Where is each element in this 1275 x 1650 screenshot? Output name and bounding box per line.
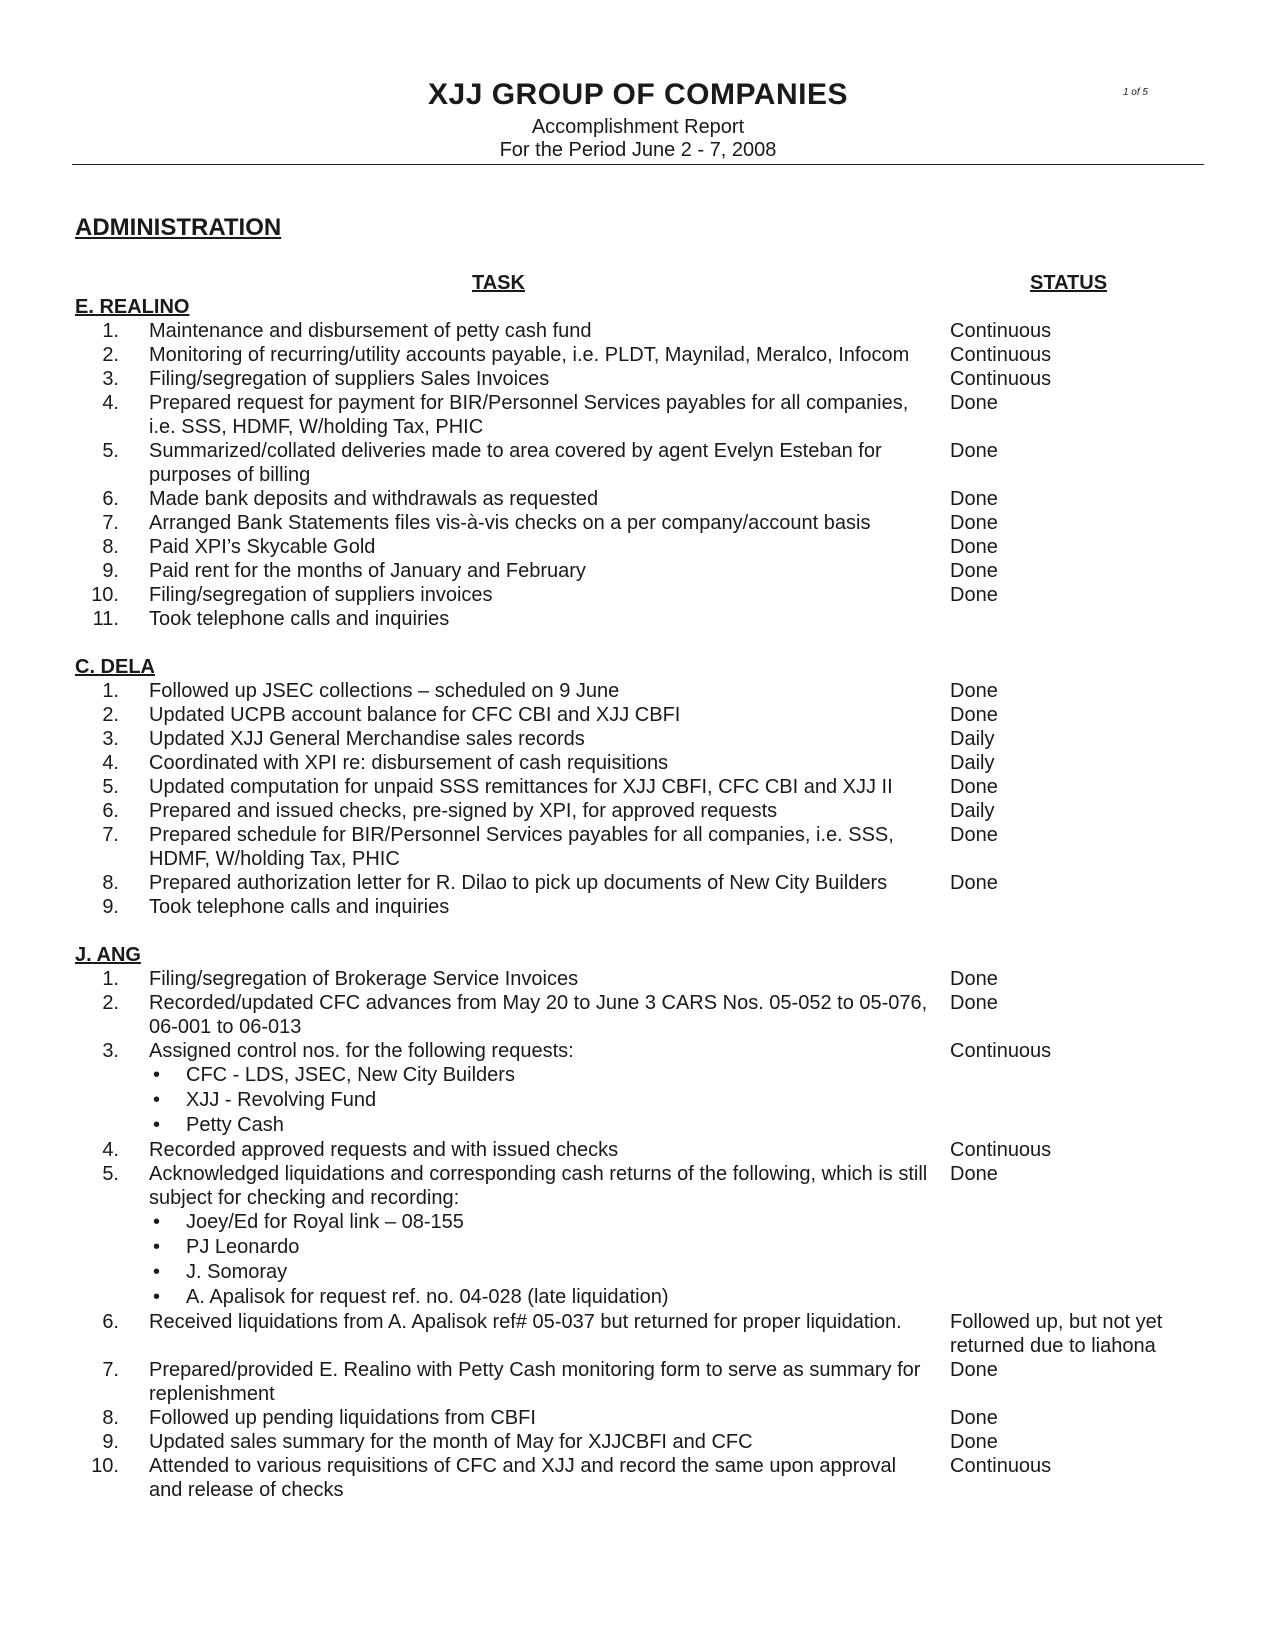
task-item bbox=[75, 511, 1205, 535]
task-bullet bbox=[149, 1235, 1205, 1260]
task-number: 8. bbox=[102, 536, 119, 558]
bullet-icon: • bbox=[153, 1286, 161, 1308]
report-period: For the Period June 2 - 7, 2008 bbox=[499, 139, 777, 161]
task-status bbox=[950, 607, 1185, 631]
task-description: Followed up pending liquidations from CBFI bbox=[149, 1407, 536, 1429]
bullet-text: XJJ - Revolving Fund bbox=[186, 1089, 377, 1111]
task-status: Done bbox=[950, 704, 998, 726]
task-number: 9. bbox=[102, 560, 119, 582]
task-item bbox=[75, 703, 1205, 727]
task-status: Done bbox=[950, 488, 998, 510]
section-title: ADMINISTRATION bbox=[75, 214, 282, 241]
task-status: Done bbox=[950, 536, 998, 558]
task-item bbox=[75, 967, 1205, 991]
task-item bbox=[75, 1162, 1205, 1210]
task-number: 4. bbox=[102, 392, 119, 414]
task-number: 5. bbox=[102, 440, 119, 462]
task-status: Continuous bbox=[950, 344, 1052, 366]
bullet-icon: • bbox=[153, 1089, 161, 1111]
task-status: Done bbox=[950, 512, 998, 534]
task-status bbox=[950, 895, 1185, 919]
task-groups bbox=[75, 295, 1205, 1526]
task-item bbox=[75, 751, 1205, 775]
task-item bbox=[75, 895, 1205, 919]
task-number: 8. bbox=[102, 1407, 119, 1429]
task-description: Recorded/updated CFC advances from May 20 to June 3 CARS Nos. 05-052 to 05-076, 06-001 to 06-013 bbox=[149, 992, 928, 1038]
task-number: 10. bbox=[91, 584, 119, 606]
task-description: Monitoring of recurring/utility accounts payable, i.e. PLDT, Maynilad, Meralco, Infocom bbox=[149, 344, 910, 366]
bullet-icon: • bbox=[153, 1064, 161, 1086]
task-description: Updated UCPB account balance for CFC CBI and XJJ CBFI bbox=[149, 704, 681, 726]
task-number: 5. bbox=[102, 1163, 119, 1185]
task-item bbox=[75, 679, 1205, 703]
task-item bbox=[75, 991, 1205, 1039]
task-status: Done bbox=[950, 1359, 998, 1381]
task-description: Arranged Bank Statements files vis-à-vis checks on a per company/account basis bbox=[149, 512, 871, 534]
task-status: Done bbox=[950, 872, 998, 894]
task-number: 6. bbox=[102, 800, 119, 822]
task-item bbox=[75, 1430, 1205, 1454]
task-item bbox=[75, 1138, 1205, 1162]
task-item bbox=[75, 871, 1205, 895]
task-item bbox=[75, 1454, 1205, 1502]
task-item bbox=[75, 391, 1205, 439]
task-description: Attended to various requisitions of CFC and XJJ and record the same upon approval and release of checks bbox=[149, 1455, 897, 1501]
task-description: Paid XPI’s Skycable Gold bbox=[149, 536, 376, 558]
task-item bbox=[75, 535, 1205, 559]
task-number: 1. bbox=[102, 680, 119, 702]
task-status: Done bbox=[950, 776, 998, 798]
task-number: 6. bbox=[102, 488, 119, 510]
task-status: Daily bbox=[950, 752, 995, 774]
staff-group bbox=[75, 295, 1205, 631]
task-description: Prepared schedule for BIR/Personnel Services payables for all companies, i.e. SSS, HDMF, W/holding Tax, PHIC bbox=[149, 824, 894, 870]
task-status: Done bbox=[950, 1163, 998, 1185]
task-number: 3. bbox=[102, 1040, 119, 1062]
task-number: 7. bbox=[102, 824, 119, 846]
task-number: 1. bbox=[102, 320, 119, 342]
task-description: Coordinated with XPI re: disbursement of cash requisitions bbox=[149, 752, 669, 774]
task-description: Prepared and issued checks, pre-signed by XPI, for approved requests bbox=[149, 800, 778, 822]
task-bullet bbox=[149, 1063, 1205, 1088]
task-status: Done bbox=[950, 440, 998, 462]
bullet-text: CFC - LDS, JSEC, New City Builders bbox=[186, 1064, 515, 1086]
staff-group bbox=[75, 943, 1205, 1502]
task-item bbox=[75, 727, 1205, 751]
staff-group bbox=[75, 655, 1205, 919]
task-item bbox=[75, 775, 1205, 799]
report-subtitle: Accomplishment Report bbox=[531, 116, 745, 138]
task-bullet bbox=[149, 1285, 1205, 1310]
task-item bbox=[75, 1358, 1205, 1406]
page-number: 1 of 5 bbox=[1122, 87, 1148, 98]
task-status: Continuous bbox=[950, 368, 1052, 390]
task-item bbox=[75, 343, 1205, 367]
staff-name: E. REALINO bbox=[75, 296, 190, 318]
task-description: Acknowledged liquidations and corresponding cash returns of the following, which is still subject for checking and recording: bbox=[149, 1163, 928, 1209]
task-item bbox=[75, 487, 1205, 511]
task-number: 2. bbox=[102, 704, 119, 726]
task-description: Prepared authorization letter for R. Dilao to pick up documents of New City Builders bbox=[149, 872, 888, 894]
task-description: Made bank deposits and withdrawals as requested bbox=[149, 488, 599, 510]
task-status: Followed up, but not yet returned due to liahona bbox=[950, 1311, 1163, 1357]
task-number: 9. bbox=[102, 896, 119, 918]
bullet-text: Joey/Ed for Royal link – 08-155 bbox=[186, 1211, 464, 1233]
task-item bbox=[75, 583, 1205, 607]
task-number: 4. bbox=[102, 752, 119, 774]
bullet-icon: • bbox=[153, 1211, 161, 1233]
task-item bbox=[75, 367, 1205, 391]
bullet-text: PJ Leonardo bbox=[186, 1236, 300, 1258]
task-item bbox=[75, 439, 1205, 487]
task-number: 10. bbox=[91, 1455, 119, 1477]
task-bullet bbox=[149, 1210, 1205, 1235]
task-number: 2. bbox=[102, 344, 119, 366]
task-status: Continuous bbox=[950, 1040, 1052, 1062]
task-number: 6. bbox=[102, 1311, 119, 1333]
task-description: Took telephone calls and inquiries bbox=[149, 608, 450, 630]
task-column-header: TASK bbox=[472, 272, 525, 294]
task-item bbox=[75, 607, 1205, 631]
task-status: Done bbox=[950, 680, 998, 702]
status-column-header: STATUS bbox=[1030, 272, 1108, 294]
report-header bbox=[72, 78, 1204, 168]
task-status: Done bbox=[950, 1407, 998, 1429]
task-number: 2. bbox=[102, 992, 119, 1014]
task-description: Updated sales summary for the month of May for XJJCBFI and CFC bbox=[149, 1431, 753, 1453]
task-status: Daily bbox=[950, 728, 995, 750]
task-number: 7. bbox=[102, 1359, 119, 1381]
bullet-icon: • bbox=[153, 1261, 161, 1283]
task-number: 11. bbox=[92, 608, 119, 630]
bullet-text: A. Apalisok for request ref. no. 04-028 (late liquidation) bbox=[186, 1286, 669, 1308]
task-number: 3. bbox=[102, 368, 119, 390]
task-description: Filing/segregation of suppliers invoices bbox=[149, 584, 493, 606]
task-description: Filing/segregation of suppliers Sales Invoices bbox=[149, 368, 550, 390]
company-title: XJJ GROUP OF COMPANIES bbox=[428, 78, 848, 111]
staff-name: C. DELA bbox=[75, 656, 155, 678]
task-description: Took telephone calls and inquiries bbox=[149, 896, 450, 918]
task-description: Summarized/collated deliveries made to area covered by agent Evelyn Esteban for purposes of billing bbox=[149, 440, 882, 486]
bullet-text: J. Somoray bbox=[186, 1261, 288, 1283]
task-number: 7. bbox=[102, 512, 119, 534]
task-status: Done bbox=[950, 968, 998, 990]
task-description: Received liquidations from A. Apalisok ref# 05-037 but returned for proper liquidation. bbox=[149, 1311, 902, 1333]
task-description: Recorded approved requests and with issued checks bbox=[149, 1139, 619, 1161]
task-description: Prepared request for payment for BIR/Personnel Services payables for all companies, i.e. SSS, HDMF, W/holding Tax, PHIC bbox=[149, 392, 909, 438]
task-item bbox=[75, 823, 1205, 871]
task-description: Filing/segregation of Brokerage Service Invoices bbox=[149, 968, 579, 990]
task-description: Prepared/provided E. Realino with Petty Cash monitoring form to serve as summary for replenishment bbox=[149, 1359, 921, 1405]
task-description: Maintenance and disbursement of petty cash fund bbox=[149, 320, 592, 342]
task-number: 1. bbox=[102, 968, 119, 990]
task-number: 9. bbox=[102, 1431, 119, 1453]
task-bullet bbox=[149, 1113, 1205, 1138]
task-status: Continuous bbox=[950, 320, 1052, 342]
task-item bbox=[75, 1310, 1205, 1358]
task-status: Done bbox=[950, 992, 998, 1014]
task-status: Done bbox=[950, 584, 998, 606]
task-number: 8. bbox=[102, 872, 119, 894]
task-number: 4. bbox=[102, 1139, 119, 1161]
task-description: Updated computation for unpaid SSS remittances for XJJ CBFI, CFC CBI and XJJ II bbox=[149, 776, 893, 798]
task-status: Continuous bbox=[950, 1455, 1052, 1477]
task-item bbox=[75, 1039, 1205, 1063]
bullet-icon: • bbox=[153, 1236, 161, 1258]
task-item bbox=[75, 559, 1205, 583]
task-description: Updated XJJ General Merchandise sales records bbox=[149, 728, 585, 750]
task-bullet bbox=[149, 1260, 1205, 1285]
bullet-icon: • bbox=[153, 1114, 161, 1136]
task-status: Done bbox=[950, 824, 998, 846]
header-divider bbox=[72, 164, 1204, 165]
task-description: Paid rent for the months of January and February bbox=[149, 560, 586, 582]
task-number: 5. bbox=[102, 776, 119, 798]
task-status: Done bbox=[950, 560, 998, 582]
task-status: Done bbox=[950, 1431, 998, 1453]
task-item bbox=[75, 1406, 1205, 1430]
staff-name: J. ANG bbox=[75, 944, 141, 966]
task-item bbox=[75, 799, 1205, 823]
bullet-text: Petty Cash bbox=[186, 1114, 284, 1136]
task-bullet bbox=[149, 1088, 1205, 1113]
task-item bbox=[75, 319, 1205, 343]
task-status: Continuous bbox=[950, 1139, 1052, 1161]
task-status: Daily bbox=[950, 800, 995, 822]
task-status: Done bbox=[950, 392, 998, 414]
task-description: Followed up JSEC collections – scheduled on 9 June bbox=[149, 680, 620, 702]
task-number: 3. bbox=[102, 728, 119, 750]
task-description: Assigned control nos. for the following requests: bbox=[149, 1040, 574, 1062]
